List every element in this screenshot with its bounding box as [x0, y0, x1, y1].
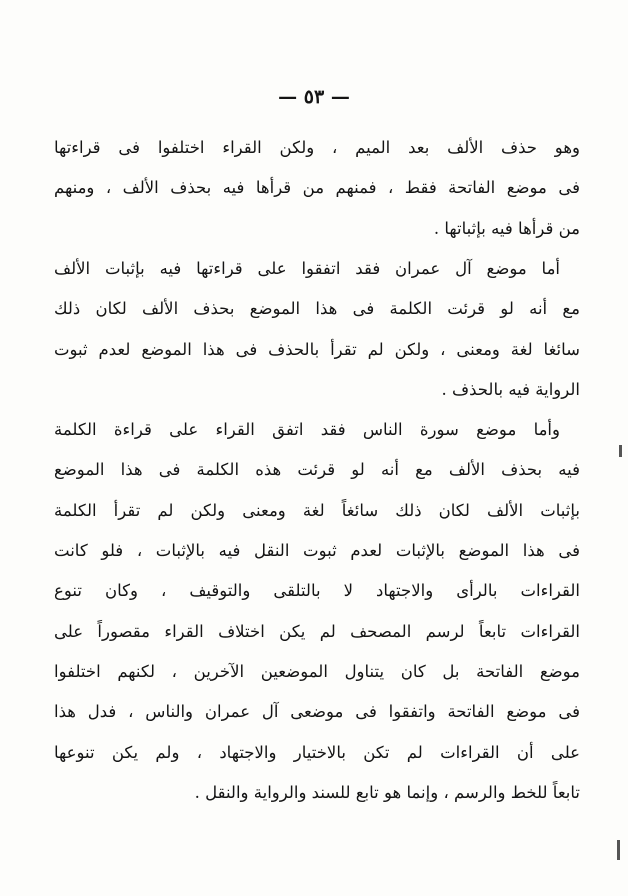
page-number: — ٥٣ — [278, 86, 350, 108]
scan-edge-mark [617, 840, 620, 860]
text-line: على أن القراءات لم تكن بالاختيار والاجتهاد ، ولم يكن تنوعها [54, 742, 580, 762]
text-line: موضع الفاتحة بل كان يتناول الموضعين الآخرين ، لكنهم اختلفوا [54, 661, 580, 681]
text-line: الرواية فيه بالحذف . [441, 379, 580, 399]
text-line: القراءات بالرأى والاجتهاد لا بالتلقى والتوقيف ، وكان تنوع [54, 581, 580, 601]
text-line: تابعاً للخط والرسم ، وإنما هو تابع للسند والرواية والنقل . [194, 782, 580, 802]
text-line: أما موضع آل عمران فقد اتفقوا على قراءتها فيه بإثبات الألف [54, 258, 560, 278]
text-line: بإثبات الألف لكان ذلك سائغاً لغة ومعنى ولكن لم تقرأ الكلمة [54, 500, 580, 520]
text-line: من قرأها فيه بإثباتها . [433, 218, 580, 238]
text-line: فى موضع الفاتحة فقط ، فمنهم من قرأها فيه بحذف الألف ، ومنهم [54, 178, 580, 198]
text-line: فى موضع الفاتحة واتفقوا فى موضعى آل عمران والناس ، فدل هذا [54, 702, 580, 722]
text-line: سائغا لغة ومعنى ، ولكن لم تقرأ بالحذف فى هذا الموضع لعدم ثبوت [54, 339, 580, 359]
text-line: فى هذا الموضع بالإثبات لعدم ثبوت النقل فيه بالإثبات ، فلو كانت [54, 541, 580, 560]
text-line: مع أنه لو قرئت الكلمة فى هذا الموضع بحذف الألف لكان ذلك [54, 299, 580, 319]
scan-edge-mark [619, 445, 622, 457]
text-line: وهو حذف الألف بعد الميم ، ولكن القراء اختلفوا فى قراءتها [54, 138, 580, 157]
text-line: القراءات تابعاً لرسم المصحف لم يكن اختلاف القراء مقصوراً على [54, 621, 580, 641]
text-line: فيه بحذف الألف مع أنه لو قرئت هذه الكلمة فى هذا الموضع [54, 460, 580, 480]
text-line: وأما موضع سورة الناس فقد اتفق القراء على قراءة الكلمة [54, 420, 560, 440]
